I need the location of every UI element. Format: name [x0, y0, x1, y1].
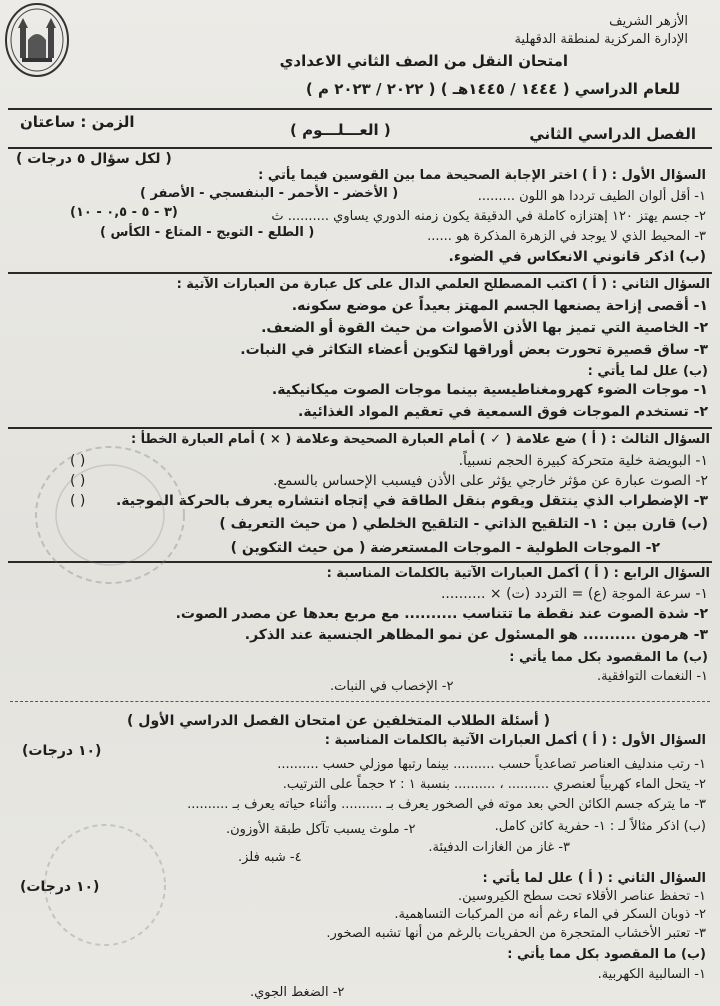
- late-q1-part-b-3: ٣- غاز من الغازات الدفيئة.: [428, 840, 570, 855]
- late-q2-part-b-item-1: ١- السالبية الكهربية.: [597, 967, 706, 982]
- subject-divider: [8, 147, 712, 149]
- late-q2-part-b: (ب) ما المقصود بكل مما يأتي :: [507, 947, 706, 962]
- late-q1-item-2: ٢- يتحل الماء كهربياً لعنصري .......... ، .......... بنسبة ١ : ٢ حجماً على الترتيب.: [282, 777, 706, 792]
- late-q1-part-b: (ب) اذكر مثالاً لـ : ١- حفرية كائن كامل.: [494, 819, 706, 834]
- q3-part-b-1: (ب) قارن بين : ١- التلقيح الذاتي - التلقيح الخلطي ( من حيث التعريف ): [219, 516, 708, 532]
- late-q1-part-b-4: ٤- شبه فلز.: [238, 850, 302, 865]
- exam-title: امتحان النقل من الصف الثاني الاعدادي: [279, 52, 568, 70]
- late-q2-title: السؤال الثاني : ( أ ) علل لما يأتي :: [482, 871, 706, 886]
- q1-divider: [8, 272, 712, 274]
- q1-item-2: ٢- جسم يهتز ١٢٠ إهتزازه كاملة في الدقيقة يكون زمنه الدوري يساوي .......... ث: [271, 209, 706, 224]
- q1-item-1: ١- أقل ألوان الطيف ترددا هو اللون .........: [477, 189, 706, 204]
- q4-part-b-item-1: ١- النغمات التوافقية.: [596, 669, 708, 684]
- late-q1-item-3: ٣- ما يتركه جسم الكائن الحي بعد موته في الصخور يعرف بـ .......... وأثناء حياته يعرف بـ ..........: [187, 797, 706, 812]
- q1-options-2: (٣ - ٥ - ٠,٥ - ١٠): [70, 205, 178, 220]
- term-title: الفصل الدراسي الثاني: [529, 125, 696, 143]
- q2-item-3: ٣- ساق قصيرة تحورت بعض أوراقها لتكوين أعضاء التكاثر في النبات.: [240, 342, 708, 358]
- q3-title: السؤال الثالث : ( أ ) ضع علامة ( ✓ ) أمام العبارة الصحيحة وعلامة ( × ) أمام العبارة الخطأ :: [130, 432, 710, 447]
- administration-title: الإدارة المركزية لمنطقة الدقهلية: [514, 32, 688, 47]
- q4-item-2: ٢- شدة الصوت عند نقطة ما تتناسب .......... مع مربع بعدها عن مصدر الصوت.: [175, 606, 708, 622]
- q3-answer-bracket-1: ( ): [70, 453, 86, 469]
- late-q2-marks: (١٠ درجات): [20, 879, 100, 895]
- q2-divider: [8, 427, 712, 429]
- q1-options-1: ( الأخضر - الأحمر - البنفسجي - الأصفر ): [140, 186, 399, 201]
- late-q1-item-1: ١- رتب مندليف العناصر تصاعدياً حسب .......... بينما رتبها موزلي حسب ..........: [277, 757, 706, 772]
- q3-answer-bracket-3: ( ): [70, 493, 86, 509]
- azhar-title: الأزهر الشريف: [609, 14, 688, 29]
- marks-note: ( لكل سؤال ٥ درجات ): [16, 151, 172, 167]
- q2-part-b-title: (ب) علل لما يأتي :: [587, 364, 708, 379]
- q4-part-b-item-2: ٢- الإخصاب في النبات.: [330, 679, 454, 694]
- q1-title: السؤال الأول : ( أ ) اختر الإجابة الصحيحة مما بين القوسين فيما يأتي :: [258, 168, 706, 183]
- stamp-watermark-2-icon: [40, 820, 170, 950]
- header-divider: [8, 108, 712, 110]
- q2-part-b-item-2: ٢- تستخدم الموجات فوق السمعية في تعقيم المواد الغذائية.: [298, 404, 708, 420]
- q3-item-2: ٢- الصوت عبارة عن مؤثر خارجي يؤثر على الأذن فيسبب الإحساس بالسمع.: [272, 473, 708, 489]
- q4-item-3: ٣- هرمون .......... هو المسئول عن نمو المظاهر الجنسية عند الذكر.: [244, 627, 708, 643]
- q3-item-1: ١- البويضة خلية متحركة كبيرة الحجم نسبياً.: [458, 453, 708, 469]
- q4-item-1: ١- سرعة الموجة (ع) = التردد (ت) × ..........: [440, 586, 708, 602]
- exam-duration: الزمن : ساعتان: [20, 113, 135, 131]
- q2-title: السؤال الثاني : ( أ ) اكتب المصطلح العلمي الدال على كل عبارة من العبارات الآتية :: [176, 277, 710, 292]
- q2-item-2: ٢- الخاصية التي تميز بها الأذن الأصوات من حيث القوة أو الضعف.: [261, 320, 708, 336]
- late-q2-part-b-item-2: ٢- الضغط الجوي.: [250, 985, 345, 1000]
- q1-item-3: ٣- المحيط الذي لا يوجد في الزهرة المذكرة هو ......: [427, 229, 706, 244]
- exam-year: للعام الدراسي ( ١٤٤٤ / ١٤٤٥هـ ) ( ٢٠٢٢ / ٢٠٢٣ م ): [305, 80, 680, 98]
- azhar-logo-icon: [4, 2, 70, 78]
- q1-options-3: ( الطلع - التويج - المتاع - الكأس ): [100, 225, 315, 240]
- late-q1-title: السؤال الأول : ( أ ) أكمل العبارات الآتية بالكلمات المناسبة :: [324, 733, 706, 748]
- late-q1-marks: (١٠ درجات): [22, 743, 102, 759]
- late-q2-item-3: ٣- تعتبر الأخشاب المتحجرة من الحفريات بالرغم من أنها تشبه الصخور.: [326, 926, 706, 941]
- late-section-title: ( أسئلة الطلاب المتخلفين عن امتحان الفصل الدراسي الأول ): [127, 713, 550, 729]
- stamp-watermark-icon: [30, 440, 190, 590]
- late-q2-item-1: ١- تحفظ عناصر الأقلاء تحت سطح الكيروسين.: [457, 889, 706, 904]
- q4-title: السؤال الرابع : ( أ ) أكمل العبارات الآتية بالكلمات المناسبة :: [326, 566, 710, 581]
- late-q2-item-2: ٢- ذوبان السكر في الماء رغم أنه من المركبات التساهمية.: [394, 907, 706, 922]
- q3-answer-bracket-2: ( ): [70, 473, 86, 489]
- q1-part-b: (ب) اذكر قانوني الانعكاس في الضوء.: [448, 249, 706, 265]
- subject-title: ( العـــلـــوم ): [290, 121, 391, 139]
- q2-part-b-item-1: ١- موجات الضوء كهرومغناطيسية بينما موجات الصوت ميكانيكية.: [271, 382, 708, 398]
- q4-part-b-title: (ب) ما المقصود بكل مما يأتي :: [509, 650, 708, 665]
- q3-item-3: ٣- الإضطراب الذي ينتقل ويقوم بنقل الطاقة في إتجاه انتشاره يعرف بالحركة الموجية.: [115, 493, 708, 509]
- section-divider: [10, 701, 710, 702]
- q2-item-1: ١- أقصى إزاحة يصنعها الجسم المهتز بعيداً عن موضع سكونه.: [291, 298, 708, 314]
- q3-part-b-2: ٢- الموجات الطولية - الموجات المستعرضة ( من حيث التكوين ): [230, 540, 660, 556]
- late-q1-part-b-2: ٢- ملوث يسبب تآكل طبقة الأوزون.: [226, 822, 416, 837]
